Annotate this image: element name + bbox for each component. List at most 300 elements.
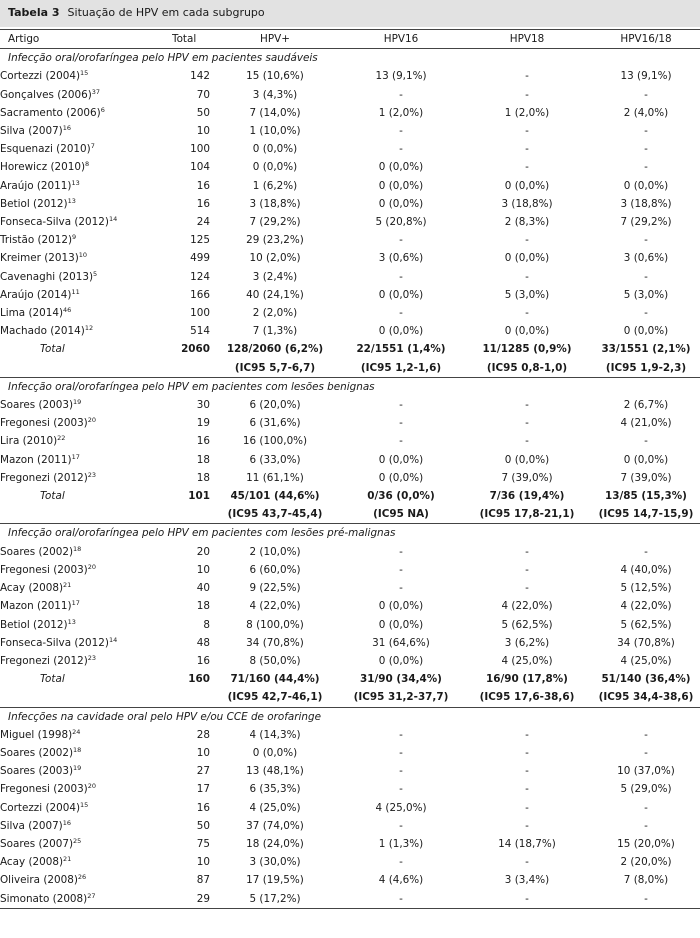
hpv16-18-cell: - [644,161,648,174]
reference-number: 5 [93,269,98,278]
article-cell [0,104,172,122]
hpv16-cell: 13 (9,1%) [375,70,427,83]
hpv18-cell: - [525,88,529,101]
reference-number: 18 [73,745,82,754]
article-name: Soares (2002) [0,746,74,759]
hpv18-cell: 0 (0,0%) [504,252,550,265]
hpv18-cell: 3 (6,2%) [504,636,550,649]
article-name: Araújo (2014) [0,288,72,301]
header-hpv16-18: HPV16/18 [592,30,700,49]
total-cell: 10 [196,563,210,576]
hpv-positive-cell: 6 (20,0%) [249,399,301,412]
hpv16-cell: 0 (0,0%) [378,288,424,301]
hpv16-cell: - [399,143,403,156]
hpv18-cell: 4 (25,0%) [501,654,553,667]
article-cell [0,158,172,176]
hpv-positive-cell: 11 (61,1%) [246,471,304,484]
article-name: Sacramento (2006) [0,106,101,119]
article-cell [0,396,172,414]
reference-number: 6 [100,105,105,114]
table-row [0,762,700,780]
article-cell [0,652,172,670]
reference-number: 13 [71,178,80,187]
ci-spacer [172,505,210,524]
article-cell [0,890,172,909]
hpv-positive-cell: 3 (30,0%) [249,856,301,869]
hpv-positive-cell: 40 (24,1%) [246,288,304,301]
article-name: Soares (2002) [0,545,74,558]
total-cell: 125 [190,234,210,247]
hpv-positive-cell: 34 (70,8%) [246,636,304,649]
total-cell: 24 [196,216,210,229]
article-cell [0,817,172,835]
total-cell: 16 [196,179,210,192]
article-cell [0,86,172,104]
hpv18-cell: - [462,890,592,909]
hpv18-cell: - [525,765,529,778]
total-cell: 19 [196,417,210,430]
ci-hpv16-18: (IC95 1,9-2,3) [605,361,687,374]
hpv-positive-cell: 8 (50,0%) [249,654,301,667]
article-cell [0,177,172,195]
hpv16-18-cell: 5 (62,5%) [620,618,672,631]
hpv16-cell: 5 (20,8%) [375,216,427,229]
article-cell [0,249,172,267]
hpv16-18-cell: 2 (20,0%) [620,856,672,869]
hpv16-18-cell: - [644,88,648,101]
reference-number: 12 [84,324,94,333]
hpv-positive-cell: 17 (19,5%) [246,874,304,887]
total-cell: 87 [196,874,210,887]
table-row [0,634,700,652]
article-name: Cortezzi (2004) [0,801,80,814]
hpv-positive-cell: 1 (6,2%) [252,179,298,192]
hpv18-cell: 3 (3,4%) [504,874,550,887]
table-row [0,451,700,469]
total-row [0,487,700,505]
ci-spacer [0,359,172,378]
table-row [0,195,700,213]
total-hpv18: 16/90 (17,8%) [486,673,568,686]
hpv-positive-cell: 7 (14,0%) [249,106,301,119]
article-name: Fregonesi (2003) [0,563,88,576]
hpv-positive-cell: 6 (31,6%) [249,417,301,430]
hpv-positive-cell: 4 (25,0%) [249,801,301,814]
table-row [0,871,700,889]
table-row [0,817,700,835]
reference-number: 46 [63,306,72,315]
article-name: Oliveira (2008) [0,874,78,887]
reference-number: 9 [72,233,77,242]
hpv16-cell: - [399,417,403,430]
total-hpv16: 31/90 (34,4%) [360,673,442,686]
article-name: Soares (2003) [0,399,74,412]
header-total: Total [172,30,210,49]
article-name: Betiol (2012) [0,197,68,210]
reference-number: 20 [87,416,97,425]
hpv16-18-cell: - [644,728,648,741]
article-name: Fonseca-Silva (2012) [0,636,109,649]
total-row [0,670,700,688]
ci-hpv18: (IC95 0,8-1,0) [486,361,568,374]
hpv16-cell: - [399,856,403,869]
ci-spacer [0,505,172,524]
reference-number: 15 [80,69,89,78]
reference-number: 14 [108,635,118,644]
article-cell [0,579,172,597]
article-cell [0,268,172,286]
ci-spacer [172,359,210,378]
hpv16-cell: 1 (1,3%) [378,837,424,850]
table-row [0,579,700,597]
total-cell: 10 [196,125,210,138]
article-name: Lira (2010) [0,435,58,448]
header-hpv18: HPV18 [462,30,592,49]
hpv16-18-cell: 0 (0,0%) [623,325,669,338]
ci-hpv16: (IC95 NA) [373,508,429,521]
hpv-positive-cell: 2 (10,0%) [249,545,301,558]
hpv16-cell: 1 (2,0%) [378,106,424,119]
article-cell [0,634,172,652]
hpv16-18-cell: - [644,125,648,138]
reference-number: 8 [85,160,90,169]
article-cell [0,322,172,340]
hpv16-cell: 0 (0,0%) [378,600,424,613]
total-hpv16-18: 13/85 (15,3%) [605,490,687,503]
hpv-positive-cell: 3 (4,3%) [252,88,298,101]
hpv18-cell: 14 (18,7%) [498,837,556,850]
hpv16-cell: 0 (0,0%) [378,654,424,667]
total-count: 160 [188,673,210,686]
article-cell [0,469,172,487]
reference-number: 14 [108,215,118,224]
hpv18-cell: - [525,783,529,796]
hpv16-18-cell: - [592,890,700,909]
article-cell [0,561,172,579]
hpv16-18-cell: 7 (39,0%) [620,471,672,484]
total-cell: 100 [190,143,210,156]
article-name: Fregonesi (2003) [0,783,88,796]
hpv18-cell: 1 (2,0%) [504,106,550,119]
table-row [0,744,700,762]
hpv16-cell: - [399,435,403,448]
article-name: Tristão (2012) [0,234,73,247]
total-hpv-positive: 71/160 (44,4%) [230,673,320,686]
total-hpv-positive: 128/2060 (6,2%) [226,343,324,356]
reference-number: 26 [77,873,87,882]
article-name: Silva (2007) [0,819,63,832]
total-cell: 18 [196,453,210,466]
article-name: Machado (2014) [0,325,85,338]
table-row [0,286,700,304]
reference-number: 21 [63,581,72,590]
hpv-positive-cell: 16 (100,0%) [242,435,308,448]
table-caption-title: Situação de HPV em cada subgrupo [67,6,265,19]
article-cell [0,140,172,158]
hpv18-cell: 0 (0,0%) [504,325,550,338]
reference-number: 23 [87,653,97,662]
hpv18-cell: - [525,417,529,430]
hpv-positive-cell: 7 (1,3%) [252,325,298,338]
reference-number: 19 [73,398,82,407]
article-name: Araújo (2011) [0,179,72,192]
header-artigo: Artigo [0,30,172,49]
total-hpv16-18: 51/140 (36,4%) [601,673,691,686]
hpv18-cell: - [525,161,529,174]
hpv18-cell: 0 (0,0%) [504,453,550,466]
total-cell: 18 [196,600,210,613]
table-row [0,140,700,158]
hpv-positive-cell: 18 (24,0%) [246,837,304,850]
total-cell: 70 [196,88,210,101]
total-cell: 16 [196,801,210,814]
ci-hpv16-18: (IC95 14,7-15,9) [598,508,694,521]
hpv-positive-cell: 4 (22,0%) [249,600,301,613]
total-cell: 17 [196,783,210,796]
table-row [0,597,700,615]
table-row [0,322,700,340]
total-cell: 50 [196,106,210,119]
reference-number: 13 [67,196,76,205]
hpv-table [0,29,700,909]
header-hpv: HPV+ [210,30,340,49]
total-cell: 30 [196,399,210,412]
total-cell: 27 [196,765,210,778]
table-caption [0,0,700,27]
hpv-positive-cell: 5 (17,2%) [210,890,340,909]
article-cell [0,122,172,140]
table-row [0,268,700,286]
hpv16-cell: - [399,270,403,283]
hpv16-18-cell: 2 (6,7%) [623,399,669,412]
total-cell: 29 [172,890,210,909]
hpv16-cell: - [399,399,403,412]
hpv-positive-cell: 6 (35,3%) [249,783,301,796]
hpv16-18-cell: 0 (0,0%) [623,179,669,192]
hpv-positive-cell: 0 (0,0%) [252,746,298,759]
total-cell: 166 [190,288,210,301]
reference-number: 16 [62,818,72,827]
hpv16-cell: - [399,582,403,595]
ci-hpv16: (IC95 1,2-1,6) [360,361,442,374]
article-name: Miguel (1998) [0,728,73,741]
total-hpv-positive: 45/101 (44,6%) [230,490,320,503]
hpv16-18-cell: 3 (0,6%) [623,252,669,265]
reference-number: 19 [73,764,82,773]
reference-number: 23 [87,470,97,479]
total-label: Total [40,490,65,503]
total-cell: 75 [196,837,210,850]
hpv-positive-cell: 15 (10,6%) [246,70,304,83]
table-row [0,780,700,798]
hpv18-cell: 4 (22,0%) [501,600,553,613]
article-name: Acay (2008) [0,856,64,869]
hpv16-18-cell: - [644,270,648,283]
hpv-positive-cell: 1 (10,0%) [249,125,301,138]
hpv18-cell: - [525,399,529,412]
reference-number: 20 [87,562,97,571]
article-cell [0,597,172,615]
hpv18-cell: - [525,545,529,558]
article-name: Fonseca-Silva (2012) [0,216,109,229]
hpv-positive-cell: 0 (0,0%) [252,161,298,174]
article-name: Mazon (2011) [0,600,72,613]
hpv16-cell: 3 (0,6%) [378,252,424,265]
hpv16-18-cell: - [644,307,648,320]
hpv18-cell: - [525,582,529,595]
table-row [0,469,700,487]
reference-number: 22 [57,434,66,443]
hpv-positive-cell: 9 (22,5%) [249,582,301,595]
hpv16-cell: - [399,88,403,101]
reference-number: 13 [67,617,76,626]
hpv16-cell: 0 (0,0%) [378,161,424,174]
article-cell [0,799,172,817]
article-name: Betiol (2012) [0,618,68,631]
ci-hpv16-18: (IC95 34,4-38,6) [598,691,694,704]
hpv16-cell: - [399,783,403,796]
reference-number: 24 [72,727,81,736]
article-cell [0,231,172,249]
hpv-positive-cell: 13 (48,1%) [246,765,304,778]
hpv18-cell: - [525,819,529,832]
table-row [0,853,700,871]
total-cell: 514 [190,325,210,338]
article-cell [0,616,172,634]
hpv16-18-cell: 34 (70,8%) [617,636,675,649]
reference-number: 18 [73,544,82,553]
article-cell [0,744,172,762]
hpv18-cell: - [525,856,529,869]
hpv16-18-cell: - [644,819,648,832]
reference-number: 37 [91,87,101,96]
table-body [0,49,700,909]
table-header-row [0,30,700,49]
reference-number: 17 [71,452,80,461]
total-label: Total [40,343,65,356]
ci-hpv-positive: (IC95 42,7-46,1) [227,691,323,704]
total-cell: 40 [196,582,210,595]
article-cell [0,451,172,469]
hpv16-cell: - [399,563,403,576]
hpv16-18-cell: - [644,545,648,558]
section-header [0,49,700,68]
hpv-positive-cell: 3 (18,8%) [249,197,301,210]
reference-number: 17 [71,599,80,608]
hpv-positive-cell: 6 (33,0%) [249,453,301,466]
article-name: Cortezzi (2004) [0,70,80,83]
article-cell [0,871,172,889]
hpv-positive-cell: 0 (0,0%) [252,143,298,156]
hpv-positive-cell: 29 (23,2%) [246,234,304,247]
table-row [0,304,700,322]
hpv-positive-cell: 2 (2,0%) [252,307,298,320]
hpv16-18-cell: 5 (29,0%) [620,783,672,796]
hpv16-18-cell: 7 (8,0%) [623,874,669,887]
hpv16-18-cell: - [644,234,648,247]
section-title: Infecção oral/orofaríngea pelo HPV em pacientes saudáveis [0,49,700,68]
section-header [0,377,700,396]
table-row [0,86,700,104]
hpv-positive-cell: 7 (29,2%) [249,216,301,229]
article-name: Soares (2003) [0,765,74,778]
hpv18-cell: - [525,270,529,283]
hpv-positive-cell: 8 (100,0%) [246,618,304,631]
article-name: Acay (2008) [0,582,64,595]
hpv18-cell: - [525,70,529,83]
reference-number: 15 [80,800,89,809]
header-hpv16: HPV16 [340,30,462,49]
total-count: 101 [188,490,210,503]
ci-hpv16: (IC95 31,2-37,7) [353,691,449,704]
total-cell: 10 [196,856,210,869]
total-cell: 48 [196,636,210,649]
ci-hpv18: (IC95 17,8-21,1) [479,508,575,521]
hpv16-cell: 4 (25,0%) [375,801,427,814]
article-cell [0,213,172,231]
confidence-interval-row [0,688,700,707]
reference-number: 21 [63,855,72,864]
table-row [0,67,700,85]
table-row [0,177,700,195]
hpv18-cell: - [525,143,529,156]
article-cell [0,835,172,853]
total-cell: 100 [190,307,210,320]
total-hpv18: 7/36 (19,4%) [489,490,565,503]
table-row [0,799,700,817]
ci-spacer [0,688,172,707]
total-cell: 104 [190,161,210,174]
hpv18-cell: - [525,435,529,448]
total-count: 2060 [181,343,210,356]
hpv16-cell: 31 (64,6%) [372,636,430,649]
table-row [0,122,700,140]
hpv18-cell: 2 (8,3%) [504,216,550,229]
reference-number: 20 [87,782,97,791]
article-name: Horewicz (2010) [0,161,86,174]
hpv16-cell: 0 (0,0%) [378,197,424,210]
article-name: Lima (2014) [0,307,64,320]
hpv16-18-cell: 13 (9,1%) [620,70,672,83]
reference-number: 16 [62,124,72,133]
hpv16-cell: - [399,819,403,832]
hpv18-cell: 0 (0,0%) [504,179,550,192]
article-cell [0,543,172,561]
hpv-positive-cell: 6 (60,0%) [249,563,301,576]
hpv16-cell: - [399,307,403,320]
hpv16-cell: - [399,545,403,558]
hpv16-18-cell: 5 (12,5%) [620,582,672,595]
article-cell [0,432,172,450]
hpv16-cell: - [399,234,403,247]
table-row [0,890,700,909]
article-name: Fregonezi (2012) [0,471,88,484]
total-cell: 142 [190,70,210,83]
section-title: Infecção oral/orofaríngea pelo HPV em pacientes com lesões benignas [0,377,700,396]
article-name: Silva (2007) [0,125,63,138]
total-cell: 20 [196,545,210,558]
total-cell: 16 [196,654,210,667]
total-hpv16-18: 33/1551 (2,1%) [601,343,691,356]
total-cell: 8 [203,618,210,631]
article-cell [0,195,172,213]
article-cell [0,414,172,432]
hpv16-18-cell: 3 (18,8%) [620,197,672,210]
table-row [0,213,700,231]
table-row [0,835,700,853]
table-row [0,396,700,414]
hpv18-cell: 7 (39,0%) [501,471,553,484]
